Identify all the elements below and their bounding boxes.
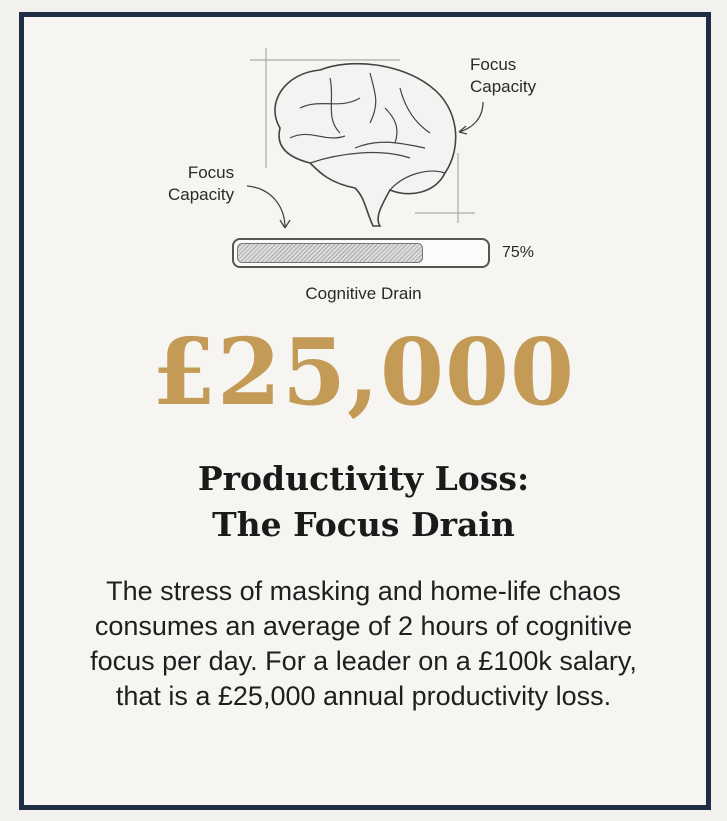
focus-capacity-label-right [470,54,536,98]
arrow-icon [245,180,295,235]
headline-amount: £25,000 [151,318,576,426]
title-line-2: The Focus Drain [212,505,515,544]
page-title [0,456,727,548]
label-line: Focus [187,163,235,182]
label-line: Focus [470,55,517,74]
title-line-1: Productivity Loss: [197,459,530,498]
progress-percent: 75% [502,244,535,261]
cognitive-drain-progress-bar [232,238,490,268]
description-text: The stress of masking and home-life chaos consumes an average of 2 hours of cognitive focus per day. For a leader on a £100k salary, that is a £25,000 annual productivity loss. [90,576,637,711]
label-line: Capacity [168,185,235,204]
focus-capacity-label-left [168,162,234,206]
progress-fill [237,243,423,263]
progress-caption: Cognitive Drain [305,284,422,303]
label-line: Capacity [470,77,537,96]
arrow-icon [455,100,495,140]
